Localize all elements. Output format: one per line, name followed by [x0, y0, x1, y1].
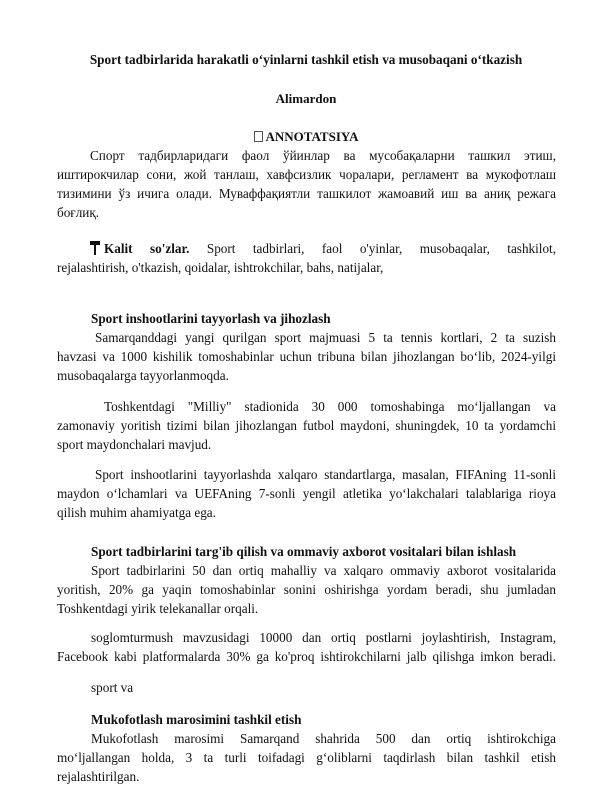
- annotation-line-3: тизимини ўз ичига олади. Муваффақиятли ташкилот жамоавий иш ва аниқ режага: [57, 186, 556, 201]
- section-2-heading: Sport tadbirlarini targ'ib qilish va ommaviy axborot vositalari bilan ishlash: [91, 544, 517, 559]
- annotation-line-2: иштирокчилар сони, жой танлаш, хавфсизлик чоралари, регламент ва мукофотлаш: [57, 167, 556, 182]
- section-1-p2-line-1: Toshkentdagi "Milliy" stadionida 30 000 tomoshabinga mo‘ljallangan va: [104, 399, 556, 414]
- section-1-p1-line-2: havzasi va 1000 kishilik tomoshabinlar uchun tribuna bilan jihozlangan bo‘lib, 2024-yilgi: [57, 349, 556, 364]
- section-1-p1-line-1: Samarqanddagi yangi qurilgan sport majmuasi 5 ta tennis kortlari, 2 ta suzish: [95, 330, 556, 345]
- keywords-list-1: Sport tadbirlari, faol o'yinlar, musobaqalar, tashkilot,: [206, 241, 557, 256]
- section-1-p2-line-2: zamonaviy yoritish tizimi bilan jihozlangan futbol maydoni, shuningdek, 10 ta yordamchi: [57, 418, 556, 433]
- section-2-p1-line-2: yoritish, 20% ga yaqin tomoshabinlar sonini oshirishga yordam beradi, shu jumladan: [57, 582, 556, 597]
- missing-glyph-icon: [254, 131, 263, 142]
- section-1-p1-line-3: musobaqalarga tayyorlanmoqda.: [57, 368, 229, 383]
- section-1-p3-line-2: maydon o‘lchamlari va UEFAning 7-sonli yengil atletika yo‘lakchalari talablariga rioya: [57, 486, 556, 501]
- section-2-p2-line-2: Facebook kabi platformalarda 30% ga ko'proq ishtirokchilarni jalb qilishga imkon beradi.: [57, 649, 556, 664]
- section-1-p3-line-1: Sport inshootlarini tayyorlashda xalqaro standartlarga, masalan, FIFAning 11-sonli: [95, 467, 556, 482]
- annotation-heading-text: ANNOTATSIYA: [265, 129, 359, 144]
- keywords-line-1: [90, 239, 556, 258]
- pushpin-icon: [90, 241, 100, 255]
- section-3-heading: Mukofotlash marosimini tashkil etish: [91, 712, 302, 727]
- section-1-heading: Sport inshootlarini tayyorlash va jihozlash: [91, 311, 331, 326]
- section-2-p1-line-1: Sport tadbirlarini 50 dan ortiq mahalliy va xalqaro ommaviy axborot vositalarida: [91, 563, 556, 578]
- annotation-line-4: боғлиқ.: [57, 205, 100, 220]
- author-name: Alimardon: [275, 91, 337, 106]
- annotation-line-1: Спорт тадбирларидаги фаол ўйинлар ва мусобақаларни ташкил этиш,: [90, 148, 556, 163]
- keywords-line-2: rejalashtirish, o'tkazish, qoidalar, ishtrokchilar, bahs, natijalar,: [57, 260, 384, 275]
- annotation-heading: [0, 129, 612, 145]
- document-title: Sport tadbirlarida harakatli o‘yinlarni tashkil etish va musobaqani o‘tkazish: [89, 52, 523, 67]
- section-1-p2-line-3: sport maydonchalari mavjud.: [57, 437, 212, 452]
- section-3-p1-line-3: rejalashtirilgan.: [57, 769, 140, 784]
- section-3-p1-line-1: Mukofotlash marosimi Samarqand shahrida 500 dan ortiq ishtirokchiga: [91, 731, 556, 746]
- section-1-p3-line-3: qilish muhim ahamiyatga ega.: [57, 505, 216, 520]
- section-2-p3: sport va: [91, 680, 134, 695]
- keywords-label: Kalit so'zlar.: [104, 241, 190, 256]
- section-2-p1-line-3: Toshkentdagi yirik telekanallar orqali.: [57, 601, 259, 616]
- section-2-p2-line-1: soglomturmush mavzusidagi 10000 dan ortiq postlarni joylashtirish, Instagram,: [91, 630, 556, 645]
- section-3-p1-line-2: mo‘ljallangan holda, 3 ta turli toifadagi g‘oliblarni taqdirlash bilan tashkil etish: [57, 750, 556, 765]
